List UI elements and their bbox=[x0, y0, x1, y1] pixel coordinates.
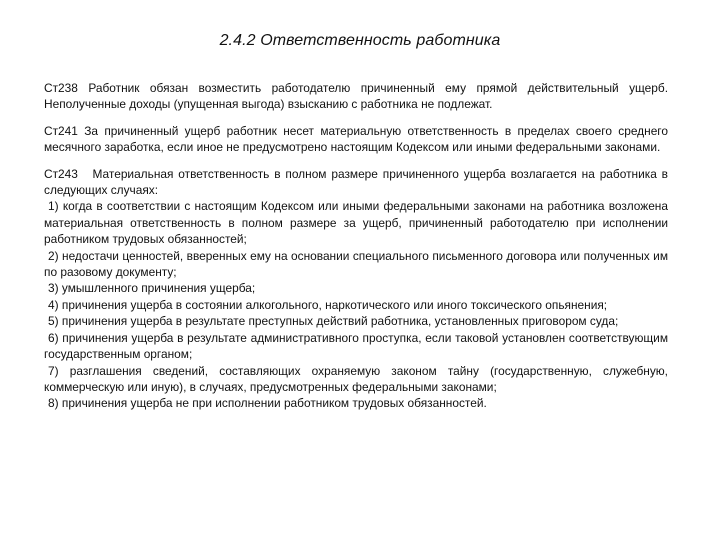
list-item: 2) недостачи ценностей, вверенных ему на основании специального письменного договора или полученных им по разовому документу; bbox=[44, 248, 668, 280]
article-number: Ст238 bbox=[44, 81, 78, 95]
list-item: 3) умышленного причинения ущерба; bbox=[48, 281, 256, 296]
paragraph-st243 bbox=[44, 166, 668, 412]
paragraph-text: Работник обязан возместить работодателю причиненный ему прямой действительный ущерб. Неполученные доходы (упущенная выгода) взысканию с работника не подлежат. bbox=[44, 81, 668, 112]
paragraph-text: За причиненный ущерб работник несет материальную ответственность в пределах своего среднего месячного заработка, если иное не предусмотрено настоящим Кодексом или иными федеральными законами. bbox=[44, 123, 668, 155]
article-number: Ст241 bbox=[44, 123, 78, 138]
page-title: 2.4.2 Ответственность работника bbox=[219, 32, 501, 49]
list-item: 5) причинения ущерба в результате преступных действий работника, установленных приговором суда; bbox=[48, 314, 619, 329]
list-item: 7) разглашения сведений, составляющих охраняемую законом тайну (государственную, служебную, коммерческую или иную), в случаях, предусмотренных федеральными законами; bbox=[44, 363, 668, 394]
paragraph-text: Материальная ответственность в полном размере причиненного ущерба возлагается на работника в следующих случаях: bbox=[44, 166, 668, 198]
article-number: Ст243 bbox=[44, 166, 78, 181]
paragraph-st241 bbox=[44, 123, 668, 156]
document-body bbox=[44, 80, 668, 412]
paragraph-st238 bbox=[44, 80, 668, 113]
list-item: 1) когда в соответствии с настоящим Кодексом или иными федеральными законами на работника возложена материальная ответственность в полном размере за ущерб, причиненный работодателю при исполнении работником трудовых обязанностей; bbox=[44, 199, 668, 247]
list-item: 6) причинения ущерба в результате административного проступка, если таковой установлен соответствующим государственным органом; bbox=[44, 330, 668, 362]
list-item: 8) причинения ущерба не при исполнении работником трудовых обязанностей. bbox=[48, 396, 487, 411]
list-item: 4) причинения ущерба в состоянии алкогольного, наркотического или иного токсического опьянения; bbox=[48, 297, 608, 312]
